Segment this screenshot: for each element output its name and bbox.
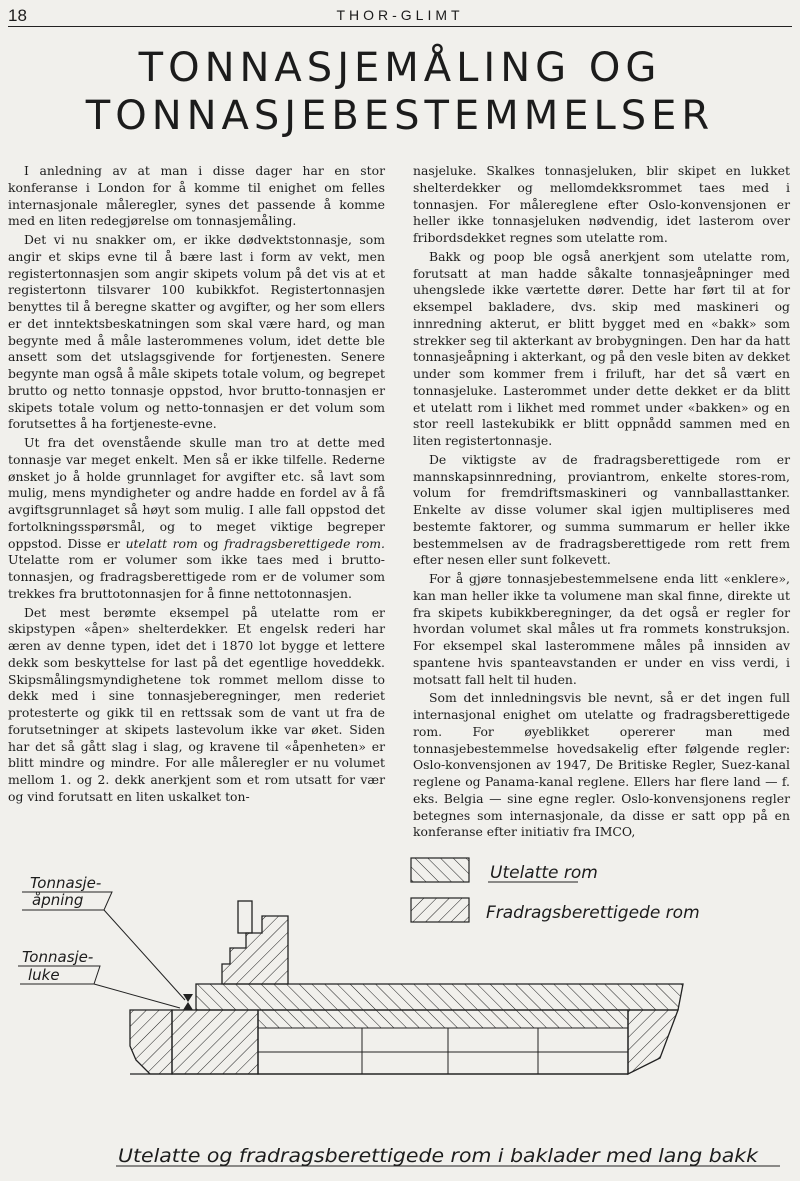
engine-room [172, 1010, 258, 1074]
running-title: THOR-GLIMT [336, 7, 464, 23]
label-tonnasje-luke-2: luke [28, 966, 60, 984]
emphasis-fradragsberettigede-rom: fradragsberettigede rom. [224, 535, 385, 551]
paragraph: I anledning av at man i disse dager har en stor konferanse i London for å komme til enighet om felles internasjonale måleregler, synes det passende å komme med en liten redegjørelse om tonnasjemåling. [8, 163, 385, 229]
label-tonnasje-apning-1: Tonnasje- [30, 874, 102, 892]
paragraph: Bakk og poop ble også anerkjent som utelatte rom, forutsatt at man hadde såkalte tonnasjeåpninger med uhengslede ikke værtette dører. Dette har ført til at for eksempel bakladere, dvs. skip med maskineri og innredning akterut, er blitt bygget med en «bakk» som strekker seg til akterkant av brobygningen. Den har da hatt tonnasjeåpning i akterkant, og på den vesle biten av dekket under som kommer frem i friluft, har det så vært en tonnasjeluke. Lasterommet under dette dekket er da blitt et utelatt rom i likhet med rommet under «bakken» og en stor reell lastekubikk er blitt oppnådd sammen med en liten registertonnasje. [413, 248, 790, 448]
label-tonnasje-luke-1: Tonnasje- [22, 948, 94, 966]
text-run: Utelatte rom er volumer som ikke taes med i brutto-tonnasjen, og fradragsberettigede rom er de volumer som trekkes fra bruttotonnasjen for å finne nettotonnasjen. [8, 552, 385, 601]
superstructure [222, 901, 288, 984]
fore-peak [628, 1010, 678, 1074]
paragraph: Det vi nu snakker om, er ikke dødvektstonnasje, som angir et skips evne til å bære last i form av vekt, men registertonnasjen som angir skipets volum på det vis at et registertonn tilsvarer 100 kubikkfot. Registertonnasjen benyttes til å beregne skatter og avgifter, og her som ellers er det inntektsbeskatningen som skal være hard, og man begynte med å måle lasterommenes volum, idet dette ble ansett som det utslagsgivende for fortjenesten. Senere begynte man også å måle skipets totale volum, og begrepet brutto og netto tonnasje oppstod, hvor brutto-tonnasjen er skipets totale volum og netto-tonnasjen er det volum som forutsettes å ha fortjeneste-evne. [8, 232, 385, 432]
paragraph: For å gjøre tonnasjebestemmelsene enda litt «enklere», kan man heller ikke ta volumene man skal finne, direkte ut fra skipets kubikkberegninger, da det også er regler for hvordan volumet skal måles ut fra rommets konstruksjon. For eksempel skal lasterommene måles på innsiden av spantene hvis spanteavstanden er under en viss verdi, i motsatt fall helt til huden. [413, 571, 790, 687]
article-title [0, 44, 800, 140]
tonnasje-luke-marker [183, 1002, 193, 1010]
emphasis-utelatt-rom: utelatt rom [125, 535, 198, 551]
text-run: Ut fra det ovenstående skulle man tro at dette med tonnasje var meget enkelt. Men så er ikke tilfelle. Rederne ønsket jo å holde grunnlaget for avgifter etc. så lavt som mulig, mens myndigheter og andre hadde en fordel av å få avgiftsgrunnlaget så høyt som mulig. I alle fall oppstod det fortolkningsspørsmål, og to meget viktige begreper oppstod. Disse er [8, 435, 385, 551]
paragraph: De viktigste av de fradragsberettigede rom er mannskapsinnredning, proviantrom, enkelte stores-rom, volum for fremdriftsmaskineri og vannballasttanker. Enkelte av disse volumer skal igjen multipliseres med bestemte faktorer, og summa summarum er heller ikke bestemmelsen av de fradragsberettigede rom rett frem efter nesen eller sunt folkevett. [413, 451, 790, 568]
text-run: og [197, 535, 225, 551]
diagram-caption: Utelatte og fradragsberettigede rom i baklader med lang bakk [118, 1145, 760, 1167]
left-column [8, 163, 385, 806]
page-header [8, 4, 792, 27]
paragraph: Det mest berømte eksempel på utelatte rom er skipstypen «åpen» shelterdekker. Et engelsk rederi har æren av denne typen, idet det i 1870 lot bygge et lettere dekk som beskyttelse for last på det egentlige hoveddekk. Skipsmålingsmyndighetene tok rommet mellom disse to dekk med i sine tonnasjeberegninger, men rederiet protesterte og gikk til en rettssak som de vant ut fra de forutsetninger at skipets lastevolum ikke var øket. Siden har det så gått slag i slag, og kravene til «åpenheten» er blitt mindre og mindre. For alle måleregler er nu volumet mellom 1. og 2. dekk anerkjent som et rom utsatt for vær og vind forutsatt en liten uskalket ton- [8, 604, 385, 804]
paragraph [8, 435, 385, 603]
tonnasje-apning-marker [183, 994, 193, 1002]
paragraph: Som det innledningsvis ble nevnt, så er det ingen full internasjonal enighet om utelatte og fradragsberettigede rom. For øyeblikket opererer man med tonnasjebestemmelse hovedsakelig efter følgende regler: Oslo-konvensjonen av 1947, De Britiske Regler, Suez-kanal reglene og Panama-kanal reglene. Ellers har flere land — f. eks. Belgia — sine egne regler. Oslo-konvensjonens regler betegnes som internasjonale, da disse er satt opp på en konferanse efter initiativ fra IMCO, [413, 690, 790, 840]
legend-label-fradrag: Fradragsberettigede rom [486, 903, 700, 923]
title-line-2: TONNASJEBESTEMMELSER [85, 93, 715, 139]
page-number: 18 [8, 6, 27, 25]
bakk-utelatt-rom [196, 984, 683, 1010]
aft-peak [130, 1010, 172, 1074]
hull [130, 1010, 678, 1074]
tweendeck-under-bakk [258, 1010, 628, 1028]
label-tonnasje-apning-2: åpning [32, 891, 84, 909]
legend-swatch-fradrag [411, 898, 469, 922]
ship-diagram [0, 838, 800, 1181]
legend-swatch-utelatte [411, 858, 469, 882]
legend-label-utelatte: Utelatte rom [490, 863, 598, 883]
paragraph: nasjeluke. Skalkes tonnasjeluken, blir skipet en lukket shelterdekker og mellomdekksrommet taes med i tonnasjen. For målereglene efter Oslo-konvensjonen er heller ikke tonnasjeluken nødvendig, idet lasterom over fribordsdekket regnes som utelatte rom. [413, 163, 790, 245]
right-column [413, 163, 790, 841]
title-line-1: TONNASJEMÅLING OG [138, 45, 662, 91]
